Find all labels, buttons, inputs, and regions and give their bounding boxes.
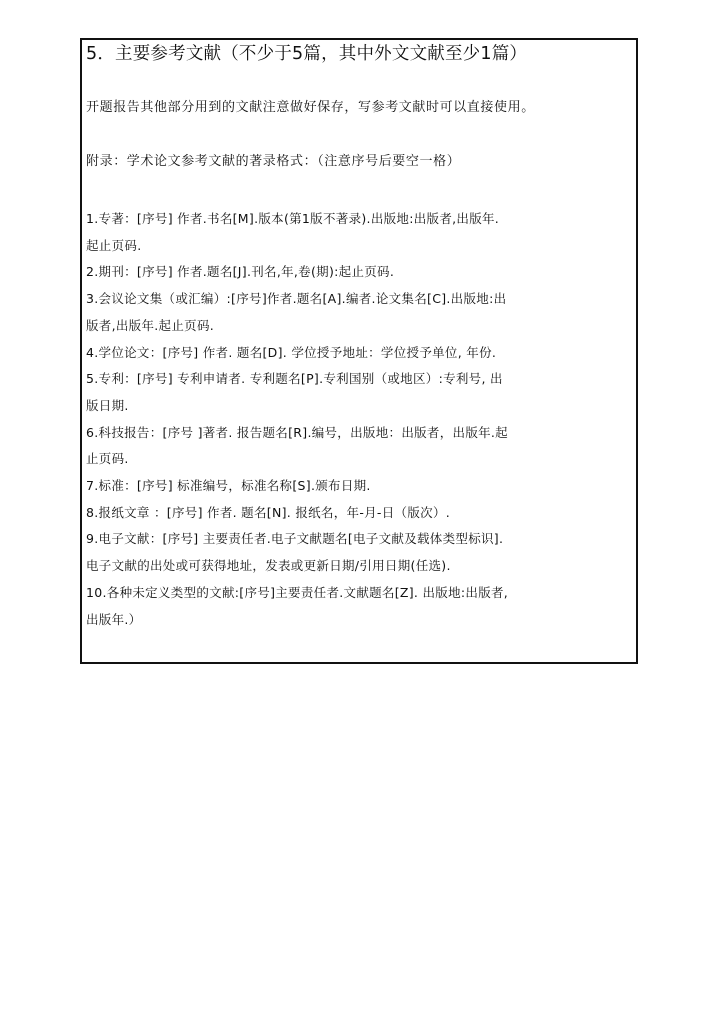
reference-format-line: 2.期刊：[序号] 作者.题名[J].刊名,年,卷(期):起止页码. xyxy=(86,264,395,280)
reference-format-line: 1.专著：[序号] 作者.书名[M].版本(第1版不著录).出版地:出版者,出版年. xyxy=(86,211,500,226)
reference-format-line: 10.各种未定义类型的文献:[序号]主要责任者.文献题名[Z]. 出版地:出版者, xyxy=(86,584,509,600)
reference-format-item xyxy=(86,473,634,500)
reference-format-line: 版者,出版年.起止页码. xyxy=(86,317,215,333)
reference-format-item xyxy=(86,259,634,286)
reference-format-line: 4.学位论文：[序号] 作者. 题名[D]. 学位授予地址：学位授予单位, 年份. xyxy=(86,344,497,360)
reference-format-item xyxy=(86,340,634,367)
reference-format-line: 止页码. xyxy=(86,451,129,467)
reference-format-item xyxy=(86,580,634,633)
reference-format-line: 起止页码. xyxy=(86,237,142,253)
reference-format-item xyxy=(86,366,634,419)
reference-format-line: 5.专利：[序号] 专利申请者. 专利题名[P].专利国别（或地区）:专利号, 出 xyxy=(86,371,503,387)
reference-format-line: 6.科技报告：[序号 ]著者. 报告题名[R].编号，出版地：出版者，出版年.起 xyxy=(86,424,508,440)
intro-paragraph: 开题报告其他部分用到的文献注意做好保存，写参考文献时可以直接使用。 xyxy=(86,100,535,115)
reference-format-item xyxy=(86,420,634,473)
reference-format-item xyxy=(86,500,634,527)
reference-format-line: 出版年.） xyxy=(86,611,142,627)
reference-format-item xyxy=(86,526,634,579)
section-title: 5．主要参考文献（不少于5篇，其中外文文献至少1篇） xyxy=(86,44,528,64)
reference-format-list xyxy=(86,206,634,633)
reference-format-line: 8.报纸文章 ：[序号] 作者. 题名[N]. 报纸名，年-月-日（版次）. xyxy=(86,504,451,520)
reference-format-line: 3.会议论文集（或汇编）:[序号]作者.题名[A].编者.论文集名[C].出版地:出 xyxy=(86,291,507,307)
reference-format-item xyxy=(86,206,634,259)
reference-format-line: 7.标准：[序号] 标准编号，标准名称[S].颁布日期. xyxy=(86,478,371,494)
reference-format-line: 电子文献的出处或可获得地址，发表或更新日期/引用日期(任选). xyxy=(86,558,451,574)
appendix-heading: 附录：学术论文参考文献的著录格式：（注意序号后要空一格） xyxy=(86,154,461,169)
reference-format-line: 版日期. xyxy=(86,397,129,413)
reference-format-line: 9.电子文献：[序号] 主要责任者.电子文献题名[电子文献及载体类型标识]. xyxy=(86,531,504,547)
reference-format-item xyxy=(86,286,634,339)
